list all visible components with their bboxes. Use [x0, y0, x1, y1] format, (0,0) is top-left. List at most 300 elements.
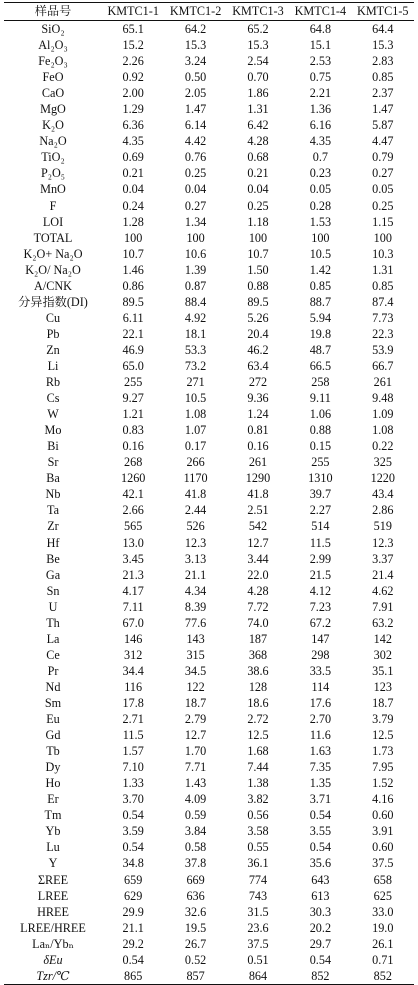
table-cell: 5.26 — [247, 310, 269, 325]
table-cell: 1.08 — [184, 407, 207, 422]
table-cell: 6.16 — [309, 118, 332, 133]
table-body — [4, 21, 414, 985]
table-cell: 12.5 — [372, 728, 394, 743]
table-row — [4, 422, 414, 438]
table-cell: 272 — [248, 375, 268, 390]
table-cell: 2.00 — [122, 86, 144, 101]
table-cell: 1.34 — [184, 214, 207, 229]
row-label: SiO₂ — [41, 22, 65, 37]
row-label: Th — [46, 615, 60, 630]
table-cell: 21.4 — [372, 567, 394, 582]
table-cell: 2.27 — [309, 503, 332, 518]
table-cell: 0.54 — [122, 808, 144, 823]
table-cell: 0.68 — [247, 150, 269, 165]
table-cell: 258 — [311, 375, 330, 390]
table-cell: 0.25 — [184, 166, 207, 181]
table-cell: 0.54 — [309, 840, 332, 855]
table-cell: 0.51 — [247, 952, 269, 967]
table-cell: 48.7 — [309, 342, 332, 357]
row-label: Sn — [46, 583, 60, 598]
table-cell: 2.26 — [122, 54, 144, 69]
table-cell: 1220 — [370, 471, 395, 486]
header-sample-1: KMTC1-1 — [107, 4, 159, 18]
table-cell: 0.59 — [184, 808, 207, 823]
table-row — [4, 631, 414, 647]
table-cell: 0.60 — [372, 840, 394, 855]
table-row — [4, 567, 414, 583]
row-label: MgO — [40, 102, 66, 117]
row-label: P₂O₅ — [40, 166, 66, 181]
table-cell: 3.71 — [309, 792, 332, 807]
table-cell: 0.21 — [247, 166, 269, 181]
table-cell: 1.07 — [184, 423, 207, 438]
row-label: Sm — [44, 695, 62, 710]
table-row — [4, 711, 414, 727]
table-row — [4, 952, 414, 968]
table-cell: 1.39 — [184, 262, 207, 277]
table-cell: 1.29 — [122, 102, 144, 117]
table-cell: 73.2 — [184, 359, 207, 373]
table-cell: 542 — [248, 519, 268, 534]
table-cell: 12.3 — [372, 535, 394, 550]
table-row — [4, 855, 414, 871]
row-label: Ho — [45, 776, 61, 791]
table-cell: 526 — [186, 519, 205, 534]
table-cell: 7.44 — [247, 760, 269, 775]
row-label: Zn — [46, 342, 60, 357]
row-label: Gd — [45, 728, 61, 743]
table-row — [4, 278, 414, 294]
table-cell: 325 — [373, 455, 392, 470]
table-cell: 11.5 — [122, 728, 144, 743]
table-cell: 2.71 — [122, 712, 144, 727]
table-row — [4, 920, 414, 936]
table-cell: 261 — [248, 455, 268, 470]
row-label: TOTAL — [33, 230, 73, 245]
table-cell: 3.37 — [372, 551, 394, 566]
row-label: Pb — [46, 326, 60, 341]
table-cell: 643 — [311, 872, 330, 887]
table-cell: 89.5 — [247, 294, 269, 309]
table-cell: 1.31 — [247, 102, 269, 117]
table-cell: 41.8 — [184, 487, 207, 502]
table-cell: 743 — [248, 888, 268, 903]
table-row — [4, 759, 414, 775]
table-row — [4, 326, 414, 342]
table-cell: 0.60 — [372, 808, 394, 823]
table-row — [4, 791, 414, 807]
table-cell: 21.5 — [309, 567, 332, 582]
table-cell: 7.71 — [184, 760, 207, 775]
table-cell: 0.54 — [309, 952, 332, 967]
table-cell: 1260 — [121, 471, 146, 486]
table-row — [4, 679, 414, 695]
table-cell: 67.2 — [309, 615, 332, 630]
table-cell: 1290 — [245, 471, 271, 486]
table-cell: 0.21 — [122, 166, 144, 181]
table-cell: 187 — [248, 631, 268, 646]
table-cell: 629 — [124, 888, 143, 903]
row-label: K₂O/ Na₂O — [25, 262, 81, 277]
table-cell: 0.83 — [122, 423, 144, 438]
table-cell: 0.85 — [309, 278, 332, 293]
header-sample-2: KMTC1-2 — [169, 4, 222, 18]
table-cell: 1.70 — [184, 744, 207, 759]
table-cell: 20.2 — [309, 920, 332, 935]
table-cell: 88.7 — [309, 294, 332, 309]
table-cell: 852 — [311, 968, 330, 983]
table-cell: 857 — [186, 968, 205, 983]
table-row — [4, 743, 414, 759]
table-cell: 0.24 — [122, 198, 144, 213]
table-cell: 33.5 — [309, 663, 332, 678]
table-cell: 46.2 — [247, 342, 269, 357]
table-cell: 17.8 — [122, 695, 144, 710]
table-cell: 29.2 — [122, 936, 144, 951]
table-cell: 100 — [311, 230, 330, 245]
table-cell: 19.0 — [372, 920, 394, 935]
header-sample-5: KMTC1-5 — [357, 4, 409, 18]
table-row — [4, 390, 414, 406]
table-cell: 0.87 — [184, 278, 207, 293]
table-row — [4, 727, 414, 743]
table-cell: 1.57 — [122, 744, 144, 759]
table-cell: 4.09 — [184, 792, 207, 807]
row-label: δEu — [43, 952, 63, 967]
table-cell: 15.1 — [309, 38, 332, 53]
table-cell: 3.84 — [184, 824, 207, 839]
table-cell: 7.73 — [372, 310, 394, 325]
table-cell: 3.45 — [122, 551, 144, 566]
table-cell: 34.5 — [184, 663, 207, 678]
table-cell: 143 — [186, 631, 205, 646]
table-cell: 10.7 — [122, 246, 144, 261]
row-label: CaO — [41, 86, 65, 101]
table-cell: 4.17 — [122, 583, 144, 598]
table-cell: 21.1 — [184, 567, 207, 582]
table-cell: 0.85 — [372, 70, 394, 85]
table-cell: 0.55 — [247, 840, 269, 855]
row-label: La — [46, 631, 60, 646]
table-row — [4, 968, 414, 985]
table-cell: 1.43 — [184, 776, 207, 791]
table-cell: 4.28 — [247, 583, 269, 598]
table-cell: 0.25 — [247, 198, 269, 213]
table-cell: 114 — [311, 679, 330, 694]
table-header — [4, 3, 414, 21]
table-cell: 42.1 — [122, 487, 144, 502]
row-label: K₂O — [42, 118, 64, 133]
table-cell: 123 — [373, 679, 392, 694]
table-cell: 10.7 — [247, 246, 269, 261]
row-label: Ta — [46, 503, 59, 518]
table-cell: 22.1 — [122, 326, 144, 341]
table-cell: 1.24 — [247, 407, 269, 422]
row-label: Zr — [47, 519, 59, 534]
table-cell: 5.87 — [372, 118, 394, 133]
table-cell: 65.2 — [247, 22, 269, 37]
table-cell: 0.7 — [312, 150, 328, 165]
table-cell: 8.39 — [184, 599, 207, 614]
table-cell: 22.3 — [372, 326, 394, 341]
table-cell: 0.58 — [184, 840, 207, 855]
row-label: Eu — [46, 712, 60, 727]
table-row — [4, 294, 414, 310]
row-label: Hf — [46, 535, 60, 550]
header-sample-4: KMTC1-4 — [294, 4, 347, 18]
table-cell: 18.7 — [372, 695, 394, 710]
table-cell: 0.04 — [184, 182, 207, 197]
table-cell: 1.36 — [309, 102, 332, 117]
table-cell: 9.27 — [122, 391, 144, 406]
table-row — [4, 165, 414, 181]
row-label: Be — [46, 551, 60, 566]
table-cell: 100 — [186, 230, 205, 245]
table-row — [4, 583, 414, 599]
table-cell: 77.6 — [184, 615, 207, 630]
row-label: Rb — [45, 375, 61, 390]
table-cell: 31.5 — [247, 904, 269, 919]
table-cell: 852 — [373, 968, 392, 983]
table-cell: 63.4 — [247, 359, 269, 373]
table-cell: 625 — [373, 888, 392, 903]
table-cell: 368 — [248, 647, 268, 662]
table-row — [4, 454, 414, 470]
table-cell: 100 — [373, 230, 392, 245]
table-cell: 6.14 — [184, 118, 207, 133]
table-cell: 19.8 — [309, 326, 332, 341]
table-cell: 3.44 — [247, 551, 269, 566]
table-row — [4, 615, 414, 631]
row-label: W — [47, 407, 59, 422]
row-label: Na₂O — [39, 134, 67, 149]
table-row — [4, 775, 414, 791]
table-row — [4, 37, 414, 53]
table-cell: 4.92 — [184, 310, 207, 325]
table-cell: 4.34 — [184, 583, 207, 598]
table-cell: 1.47 — [372, 102, 394, 117]
table-cell: 34.8 — [122, 856, 144, 871]
table-cell: 2.05 — [184, 86, 207, 101]
table-cell: 1.08 — [372, 423, 394, 438]
row-label: Nb — [45, 487, 61, 502]
row-label: Li — [47, 359, 59, 373]
row-label: Nd — [45, 679, 61, 694]
row-label: Cs — [46, 391, 60, 406]
table-cell: 9.48 — [372, 391, 394, 406]
row-label: Lu — [46, 840, 60, 855]
table-row — [4, 438, 414, 454]
row-label: Cu — [45, 310, 61, 325]
table-cell: 12.5 — [247, 728, 269, 743]
table-row — [4, 69, 414, 85]
table-cell: 32.6 — [184, 904, 207, 919]
table-cell: 3.59 — [122, 824, 144, 839]
table-row — [4, 406, 414, 422]
table-cell: 29.9 — [122, 904, 144, 919]
table-cell: 0.05 — [309, 182, 332, 197]
table-cell: 7.72 — [247, 599, 269, 614]
table-cell: 0.85 — [372, 278, 394, 293]
table-row — [4, 823, 414, 839]
table-cell: 0.17 — [184, 439, 207, 454]
table-cell: 0.25 — [372, 198, 394, 213]
table-cell: 3.82 — [247, 792, 269, 807]
table-row — [4, 535, 414, 551]
table-cell: 37.8 — [184, 856, 207, 871]
table-cell: 268 — [124, 455, 143, 470]
table-cell: 53.9 — [372, 342, 394, 357]
row-label: Yb — [45, 824, 61, 839]
table-cell: 2.83 — [372, 54, 394, 69]
table-cell: 7.35 — [309, 760, 332, 775]
table-cell: 122 — [186, 679, 205, 694]
table-cell: 74.0 — [247, 615, 269, 630]
table-cell: 636 — [186, 888, 205, 903]
table-cell: 66.7 — [372, 359, 394, 373]
table-row — [4, 518, 414, 534]
table-cell: 1310 — [308, 471, 333, 486]
table-cell: 271 — [186, 375, 205, 390]
table-cell: 1.52 — [372, 776, 394, 791]
table-cell: 4.35 — [309, 134, 332, 149]
table-cell: 88.4 — [184, 294, 207, 309]
row-label: Mo — [44, 423, 62, 438]
row-label: Fe₂O₃ — [38, 54, 68, 69]
table-cell: 0.88 — [309, 423, 332, 438]
table-cell: 0.27 — [184, 198, 207, 213]
table-cell: 38.6 — [247, 663, 269, 678]
row-label: MnO — [40, 182, 66, 197]
table-cell: 3.58 — [247, 824, 269, 839]
table-cell: 4.62 — [372, 583, 394, 598]
table-cell: 1.15 — [372, 214, 394, 229]
table-cell: 21.3 — [122, 567, 144, 582]
table-cell: 0.04 — [247, 182, 269, 197]
table-cell: 4.42 — [184, 134, 207, 149]
table-cell: 0.23 — [309, 166, 332, 181]
table-cell: 11.6 — [309, 728, 331, 743]
geochemistry-table — [4, 2, 414, 985]
table-cell: 22.0 — [247, 567, 269, 582]
table-cell: 1.33 — [122, 776, 144, 791]
table-cell: 0.15 — [309, 439, 332, 454]
table-cell: 1.21 — [122, 407, 144, 422]
table-cell: 0.52 — [184, 952, 207, 967]
table-cell: 89.5 — [122, 294, 144, 309]
table-cell: 21.1 — [122, 920, 144, 935]
table-cell: 37.5 — [372, 856, 394, 871]
table-cell: 6.11 — [122, 310, 144, 325]
table-cell: 298 — [311, 647, 330, 662]
row-label: F — [49, 198, 57, 213]
table-cell: 1.31 — [372, 262, 394, 277]
table-cell: 0.16 — [247, 439, 269, 454]
table-row — [4, 53, 414, 69]
table-row — [4, 936, 414, 952]
row-label: ΣREE — [37, 872, 69, 887]
row-label: Ba — [46, 471, 60, 486]
row-label: HREE — [37, 904, 69, 919]
table-cell: 35.1 — [372, 663, 394, 678]
table-cell: 100 — [124, 230, 143, 245]
table-cell: 0.04 — [122, 182, 144, 197]
table-cell: 15.3 — [184, 38, 207, 53]
table-cell: 0.27 — [372, 166, 394, 181]
table-cell: 9.11 — [309, 391, 331, 406]
row-label: A/CNK — [34, 278, 72, 293]
row-label: Y — [48, 856, 58, 871]
table-cell: 1.73 — [372, 744, 394, 759]
table-cell: 1.42 — [309, 262, 332, 277]
table-cell: 0.86 — [122, 278, 144, 293]
table-row — [4, 839, 414, 855]
table-cell: 0.16 — [122, 439, 144, 454]
table-row — [4, 230, 414, 246]
table-row — [4, 470, 414, 486]
table-row — [4, 198, 414, 214]
table-row — [4, 214, 414, 230]
row-label: U — [48, 599, 58, 614]
table-cell: 3.13 — [184, 551, 207, 566]
table-row — [4, 181, 414, 197]
row-label: Tb — [46, 744, 60, 759]
table-row — [4, 101, 414, 117]
table-cell: 0.05 — [372, 182, 394, 197]
table-cell: 65.1 — [122, 22, 144, 37]
row-label: Ga — [45, 567, 61, 582]
table-row — [4, 246, 414, 262]
table-cell: 0.50 — [184, 70, 207, 85]
row-label: Al₂O₃ — [38, 38, 68, 53]
table-cell: 12.7 — [247, 535, 269, 550]
header-sample-label: 样品号 — [34, 4, 72, 18]
table-cell: 0.76 — [184, 150, 207, 165]
table-cell: 33.0 — [372, 904, 394, 919]
table-cell: 774 — [248, 872, 268, 887]
table-row — [4, 21, 414, 38]
table-cell: 34.4 — [122, 663, 144, 678]
table-cell: 302 — [373, 647, 392, 662]
table-cell: 15.2 — [122, 38, 144, 53]
table-cell: 3.70 — [122, 792, 144, 807]
table-cell: 18.6 — [247, 695, 269, 710]
table-cell: 30.3 — [309, 904, 332, 919]
row-label: TiO₂ — [41, 150, 65, 165]
table-cell: 2.21 — [309, 86, 332, 101]
table-row — [4, 133, 414, 149]
table-row — [4, 647, 414, 663]
table-row — [4, 342, 414, 358]
table-cell: 20.4 — [247, 326, 269, 341]
table-cell: 64.4 — [372, 22, 394, 37]
table-row — [4, 663, 414, 679]
row-label: Er — [47, 792, 59, 807]
table-cell: 3.55 — [309, 824, 332, 839]
table-cell: 64.2 — [184, 22, 207, 37]
table-cell: 2.99 — [309, 551, 332, 566]
table-cell: 2.44 — [184, 503, 207, 518]
table-cell: 0.28 — [309, 198, 332, 213]
table-cell: 100 — [248, 230, 268, 245]
table-cell: 37.5 — [247, 936, 269, 951]
table-cell: 66.5 — [309, 359, 332, 373]
table-cell: 53.3 — [184, 342, 207, 357]
table-cell: 10.5 — [309, 246, 332, 261]
table-cell: 1.63 — [309, 744, 332, 759]
table-cell: 0.88 — [247, 278, 269, 293]
header-row — [4, 3, 414, 21]
